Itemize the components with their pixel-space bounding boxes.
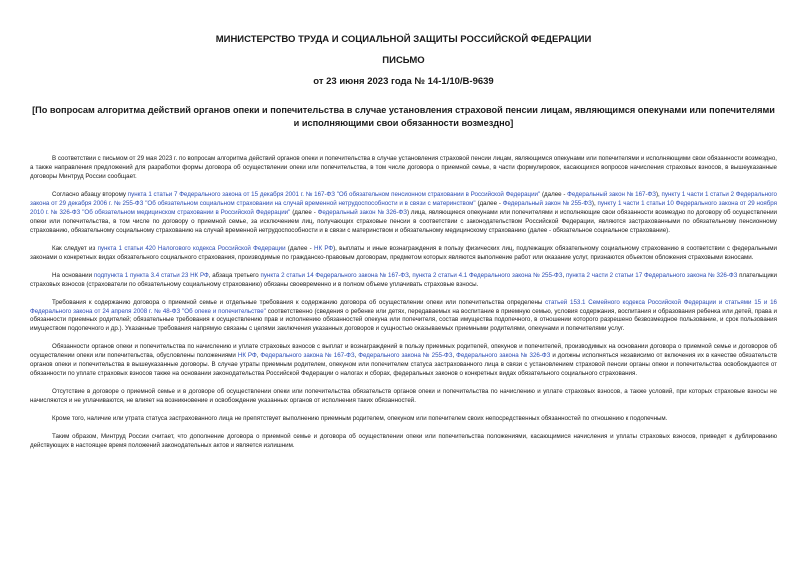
- legal-reference-link[interactable]: Федеральный закон № 326-ФЗ: [317, 208, 407, 216]
- legal-reference-link[interactable]: пункту 1 части 1 статьи 2 Федерального закона от 29 декабря 2006 г. № 255-ФЗ "Об обязательном социальном страховании на случай временной нетрудоспособности и в связи с материнством": [30, 190, 777, 207]
- paragraph-text: ,: [562, 271, 566, 279]
- legal-reference-link[interactable]: Федерального закона № 326-ФЗ: [456, 352, 551, 360]
- paragraph-text: Кроме того, наличие или утрата статуса застрахованного лица не препятствует выполнению приемным родителем, опекуном или попечителем своих непосредственных обязанностей по отношению к подопечным.: [52, 415, 668, 423]
- paragraph-text: плательщики страховых взносов (страхователи по обязательному социальному страхованию) обязаны своевременно и в полном объеме уплачивать страховые взносы.: [30, 271, 777, 288]
- legal-reference-link[interactable]: пункта 1 статьи 420 Налогового кодекса Российской Федерации: [97, 244, 286, 252]
- document-body: [30, 155, 777, 460]
- paragraph-text: В соответствии с письмом от 29 мая 2023 г. по вопросам алгоритма действий органов опеки и попечительства в случае установления страховой пенсии лицам, являющимся опекунами или попечителями и исполняющими свои обязанности возмездно, а также направления предложений для разработки формы договора об осуществлении опеки или попечительства, в том числе договора о приемной семье, в части формулировок, касающихся вопросов начисления страховых взносов, в вышеуказанные договоры Минтруд России сообщает.: [30, 155, 777, 180]
- ministry-title: МИНИСТЕРСТВО ТРУДА И СОЦИАЛЬНОЙ ЗАЩИТЫ РОССИЙСКОЙ ФЕДЕРАЦИИ: [215, 34, 592, 45]
- document-subject: [По вопросам алгоритма действий органов опеки и попечительства в случае установления страховой пенсии лицам, являющимся опекунами или попечителями и исполняющими свои обязанности возмездно]: [32, 105, 775, 128]
- paragraph-text: ) лица, являющиеся опекунами или попечителями и исполняющие свои обязанности возмездно по договору об осуществлении опеки или попечительства, в том числе по договору о приемной семье, за исключением лиц, получающих страховые пенсии в соответствии с законодательством Российской Федерации, являются застрахованными по обязательному пенсионному страхованию, обязательному социальному страхованию на случай временной нетрудоспособности и в связи с материнством и обязательному медицинскому страхованию (далее - обязательное социальное страхование).: [30, 208, 777, 234]
- paragraph-text: ,: [256, 352, 261, 360]
- legal-reference-link[interactable]: статьей 153.1 Семейного кодекса Российской Федерации и статьями 15 и 16 Федерального закона от 24 апреля 2008 г. № 48-ФЗ "Об опеке и попечительстве": [30, 298, 777, 315]
- paragraph-text: (далее -: [285, 244, 314, 252]
- legal-reference-link[interactable]: НК РФ: [237, 352, 257, 360]
- paragraph-text: Согласно абзацу второму: [52, 190, 128, 198]
- legal-reference-link[interactable]: НК РФ: [314, 244, 334, 252]
- paragraph-3: [30, 245, 777, 263]
- legal-reference-link[interactable]: подпункта 1 пункта 3.4 статьи 23 НК РФ: [93, 271, 209, 279]
- paragraph-text: Требования к содержанию договора о приемной семье и отдельные требования к содержанию договора об осуществлении опеки или попечительства определены: [52, 298, 546, 306]
- paragraph-8: [30, 415, 777, 424]
- paragraph-text: Обязанности органов опеки и попечительства по начислению и уплате страховых взносов с выплат и вознаграждений в пользу приемных родителей, опекунов и попечителей, производимых на основании договора о приемной семье и договоров об осуществлении опеки или попечительства, обусловлены положениями: [30, 343, 777, 360]
- legal-reference-link[interactable]: пункта 2 статьи 14 Федерального закона № 167-ФЗ: [260, 271, 409, 279]
- legal-reference-link[interactable]: Федеральный закон № 255-ФЗ: [502, 199, 592, 207]
- paragraph-text: ,: [452, 352, 457, 360]
- paragraph-text: ,: [408, 271, 413, 279]
- paragraph-text: ,: [354, 352, 359, 360]
- paragraph-text: Таким образом, Минтруд России считает, что дополнение договора о приемной семье и договора об осуществлении опеки или попечительства положениями, касающимися начисления и уплаты страховых взносов, приведет к дублированию действующих в настоящее время положений законодательных актов и является излишним.: [30, 433, 777, 450]
- paragraph-text: (далее -: [290, 208, 318, 216]
- paragraph-1: [30, 155, 777, 182]
- legal-reference-link[interactable]: Федерального закона № 255-ФЗ: [358, 352, 453, 360]
- paragraph-text: На основании: [52, 271, 94, 279]
- legal-reference-link[interactable]: Федерального закона № 167-ФЗ: [260, 352, 355, 360]
- paragraph-text: (далее -: [540, 190, 568, 198]
- paragraph-4: [30, 272, 777, 290]
- legal-reference-link[interactable]: пункта 2 статьи 4.1 Федерального закона № 255-ФЗ: [412, 271, 563, 279]
- paragraph-text: Как следует из: [52, 244, 98, 252]
- paragraph-text: , абзаца третьего: [208, 271, 261, 279]
- legal-reference-link[interactable]: Федеральный закон № 167-ФЗ: [567, 190, 656, 198]
- legal-reference-link[interactable]: пункта 1 статьи 7 Федерального закона от 15 декабря 2001 г. № 167-ФЗ "Об обязательном пенсионном страховании в Российской Федерации": [127, 190, 541, 198]
- paragraph-7: [30, 388, 777, 406]
- paragraph-5: [30, 299, 777, 335]
- legal-reference-link[interactable]: пункта 2 части 2 статьи 17 Федерального закона № 326-ФЗ: [565, 271, 738, 279]
- paragraph-text: ),: [591, 199, 598, 207]
- paragraph-text: (далее -: [475, 199, 503, 207]
- document-date-number: от 23 июня 2023 года № 14-1/10/В-9639: [313, 76, 494, 87]
- document-type: ПИСЬМО: [382, 55, 425, 66]
- paragraph-text: ),: [655, 190, 662, 198]
- paragraph-text: Отсутствие в договоре о приемной семье и в договоре об осуществлении опеки или попечительства обязательств органов опеки и попечительства по начислению и уплате страховых взносов, а также условий, при которых страховые взносы не начисляются и не уплачиваются, не влияет на возникновение и освобождение указанных органов от исполнения таких обязанностей.: [30, 388, 777, 405]
- legal-reference-link[interactable]: пункту 1 части 1 статьи 10 Федерального закона от 29 ноября 2010 г. № 326-ФЗ "Об обязательном медицинском страховании в Российской Федерации": [30, 199, 778, 216]
- paragraph-9: [30, 433, 777, 451]
- paragraph-text: соответственно (сведения о ребенке или детях, передаваемых на воспитание в приемную семью, условия содержания, воспитания и образования ребенка или детей, права и обязанности приемных родителей; обязательные требования к осуществлению прав и исполнению обязанностей опекуна или попечителя, состав имущества подопечного, в отношении которого разрешено безвозмездное пользование, и срок пользования имуществом подопечного и др.). Указанные требования напрямую связаны с целями заключения указанных договоров и сущностью оказываемых приемными родителями, опекунами и попечителями услуг.: [30, 307, 777, 333]
- paragraph-6: [30, 343, 777, 379]
- paragraph-2: [30, 191, 777, 236]
- paragraph-text: ), выплаты и иные вознаграждения в пользу физических лиц, подлежащих обязательному социальному страхованию в соответствии с федеральными законами о конкретных видах обязательного социального страхования, производимые по гражданско-правовым договорам, предметом которых являются выполнение работ или оказание услуг, признаются объектом обложения страховыми взносами.: [30, 244, 778, 261]
- paragraph-text: и должны исполняться независимо от включения их в качестве обязательств органов опеки и попечительства в вышеуказанные договоры. В случае утраты приемным родителем, опекуном или попечителем статуса застрахованного лица в связи с установлением страховой пенсии органы опеки и попечительства освобождаются от обязанности по уплате страховых взносов также на основании законодательства Российской Федерации о налогах и сборах, федеральных законов о конкретных видах обязательного социального страхования.: [30, 352, 777, 378]
